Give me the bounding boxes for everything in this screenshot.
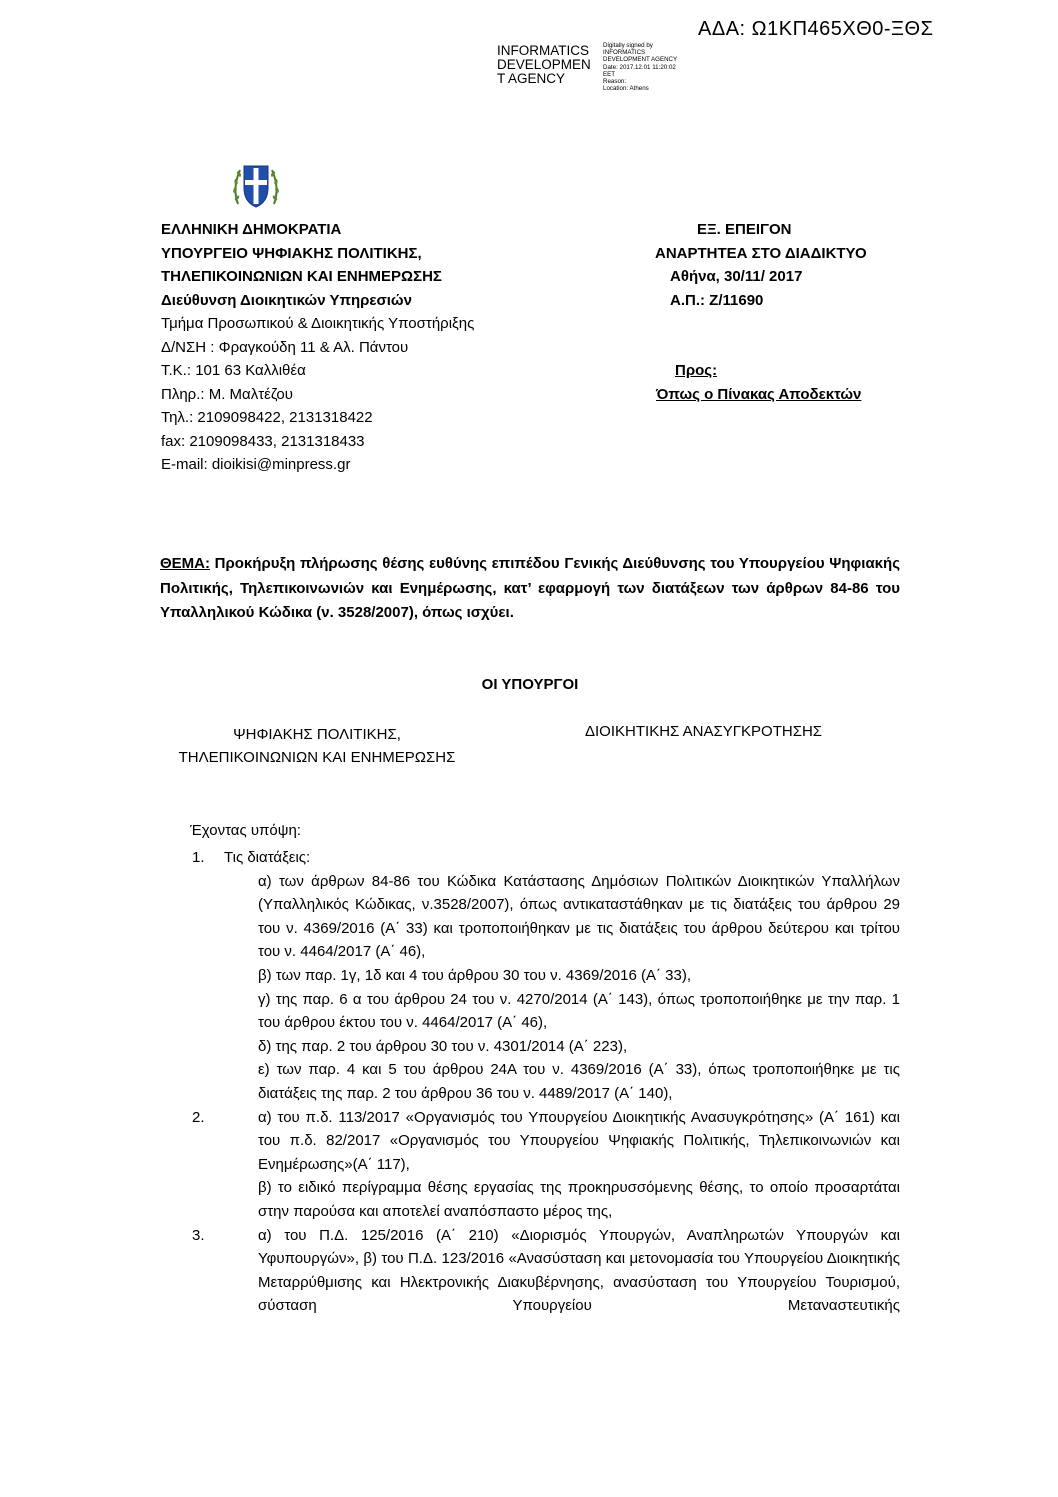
ministry-line-2: ΤΗΛΕΠΙΚΟΙΝΩΝΙΩΝ ΚΑΙ ΕΝΗΜΕΡΩΣΗΣ (161, 268, 442, 285)
address-line: Δ/ΝΣΗ : Φραγκούδη 11 & Αλ. Πάντου (161, 338, 409, 356)
item-head: α) του Π.Δ. 125/2016 (Α΄ 210) «Διορισμός Υπουργών, Αναπληρωτών Υπουργών και Υφυπουργών», β) του Π.Δ. 123/2016 «Ανασύσταση και μετονομασία του Υπουργείου Διοικητικής Μεταρρύθμισης και Ηλεκτρονικής Διακυβέρνησης, ανασύσταση του Υπουργείου Τουρισμού, σύσταση Υπουργείου Μεταναστευτικής (258, 1226, 900, 1315)
ministry-line-1: ΥΠΟΥΡΓΕΙΟ ΨΗΦΙΑΚΗΣ ΠΟΛΙΤΙΚΗΣ, (161, 244, 422, 262)
signature-detail-line: Reason: (603, 78, 627, 86)
to-label: Προς: (675, 362, 718, 379)
directorate-line: Διεύθυνση Διοικητικών Υπηρεσιών (161, 291, 412, 309)
minister-administrative-reconstruction: ΔΙΟΙΚΗΤΙΚΗΣ ΑΝΑΣΥΓΚΡΟΤΗΣΗΣ (585, 723, 823, 740)
subject-label: ΘΕΜΑ: (160, 555, 210, 572)
signature-detail-line: DEVELOPMENT AGENCY (603, 56, 678, 64)
item-head: Τις διατάξεις: (224, 849, 311, 866)
sub-clause: α) των άρθρων 84-86 του Κώδικα Κατάστασης Δημόσιων Πολιτικών Διοικητικών Υπαλλήλων (Υπαλληλικός Κώδικας, ν.3528/2007), όπως αντικαταστάθηκαν με τις διατάξεις του άρθρου 29 του ν. 4369/2016 (Α΄ 33) και τροποποιήθηκαν με τις διατάξεις του άρθρου δεύτερου και τρίτου του ν. 4464/2017 (Α΄ 46), (258, 872, 900, 961)
post-online-label: ΑΝΑΡΤΗΤΕΑ ΣΤΟ ΔΙΑΔΙΚΤΥΟ (655, 244, 867, 262)
sender-block (161, 218, 474, 477)
urgent-label: ΕΞ. ΕΠΕΙΓΟΝ (697, 221, 792, 238)
email-line: E-mail: dioikisi@minpress.gr (161, 456, 351, 473)
list-item (192, 846, 900, 1106)
recipients-label: Όπως ο Πίνακας Αποδεκτών (656, 385, 862, 403)
signature-detail-line: EET (603, 70, 616, 78)
hellenic-republic-emblem-icon (228, 158, 284, 214)
document-date: Αθήνα, 30/11/ 2017 (670, 268, 803, 285)
signature-detail-line: Date: 2017.12.01 11:20:02 (603, 63, 676, 71)
sub-clause: ε) των παρ. 4 και 5 του άρθρου 24Α του ν. 4369/2016 (Α΄ 33), όπως τροποποιήθηκε με τις διατάξεις της παρ. 2 του άρθρου 36 του ν. 4489/2017 (Α΄ 140), (258, 1061, 900, 1102)
ada-code: ΑΔΑ: Ω1ΚΠ465ΧΘ0-ΞΘΣ (698, 18, 934, 40)
signature-details (603, 42, 723, 92)
ministers-title: ΟΙ ΥΠΟΥΡΓΟΙ (481, 676, 579, 693)
signature-detail-line: Location: Athens (603, 85, 649, 93)
item-head: α) του π.δ. 113/2017 «Οργανισμός του Υπουργείου Διοικητικής Ανασυγκρότησης» (Α΄ 161) και του π.δ. 82/2017 «Οργανισμός του Υπουργείου Ψηφιακής Πολιτικής, Τηλεπικοινωνιών και Ενημέρωσης»(Α΄ 117), (258, 1108, 900, 1173)
recipient-block (640, 218, 867, 406)
signature-name-line: DEVELOPMEN (497, 57, 591, 72)
minister-left-line-2: ΤΗΛΕΠΙΚΟΙΝΩΝΙΩΝ ΚΑΙ ΕΝΗΜΕΡΩΣΗΣ (178, 749, 456, 766)
signature-detail-line: Digitally signed by (603, 42, 653, 49)
contact-person-line: Πληρ.: Μ. Μαλτέζου (161, 385, 293, 403)
minister-left-line-1: ΨΗΦΙΑΚΗΣ ΠΟΛΙΤΙΚΗΣ, (233, 726, 401, 743)
signature-name-line: T AGENCY (497, 71, 566, 86)
sub-clause: γ) της παρ. 6 α του άρθρου 24 του ν. 4270/2014 (Α΄ 143), όπως τροποποιήθηκε με την παρ. 1 του άρθρου έκτου του ν. 4464/2017 (Α΄ 46), (258, 990, 900, 1032)
sub-clause: δ) της παρ. 2 του άρθρου 30 του ν. 4301/2014 (Α΄ 223), (258, 1037, 628, 1055)
minister-digital-policy (160, 723, 474, 769)
postal-code-line: Τ.Κ.: 101 63 Καλλιθέα (161, 362, 306, 379)
item-number: 2. (192, 1108, 205, 1126)
signature-name (497, 44, 597, 86)
subject-paragraph (160, 552, 900, 626)
list-item (192, 1224, 900, 1318)
phone-line: Τηλ.: 2109098422, 2131318422 (161, 409, 373, 426)
department-line: Τμήμα Προσωπικού & Διοικητικής Υποστήριξης (161, 315, 475, 332)
item-number: 3. (192, 1226, 205, 1244)
signature-name-line: INFORMATICS (497, 43, 589, 58)
item-number: 1. (192, 849, 205, 866)
sub-clause: β) των παρ. 1γ, 1δ και 4 του άρθρου 30 του ν. 4369/2016 (Α΄ 33), (258, 966, 692, 984)
list-item (192, 1106, 900, 1224)
subject-text: Προκήρυξη πλήρωσης θέσης ευθύνης επιπέδου Γενικής Διεύθυνσης του Υπουργείου Ψηφιακής Πολιτικής, Τηλεπικοινωνιών και Ενημέρωσης, κατ’ εφαρμογή των διατάξεων των άρθρων 84-86 του Υπαλληλικού Κώδικα (ν. 3528/2007), όπως ισχύει. (160, 555, 900, 621)
sub-clause: β) το ειδικό περίγραμμα θέσης εργασίας της προκηρυσσόμενης θέσης, το οποίο προσαρτάται στην παρούσα και αποτελεί αναπόσπαστο μέρος της, (258, 1179, 900, 1220)
signature-detail-line: INFORMATICS (603, 49, 646, 57)
fax-line: fax: 2109098433, 2131318433 (161, 432, 365, 450)
protocol-number: Α.Π.: Ζ/11690 (670, 291, 764, 309)
republic-line: ΕΛΛΗΝΙΚΗ ΔΗΜΟΚΡΑΤΙΑ (161, 221, 342, 238)
considerations-list (192, 846, 900, 1318)
considering-heading: Έχοντας υπόψη: (190, 822, 301, 839)
